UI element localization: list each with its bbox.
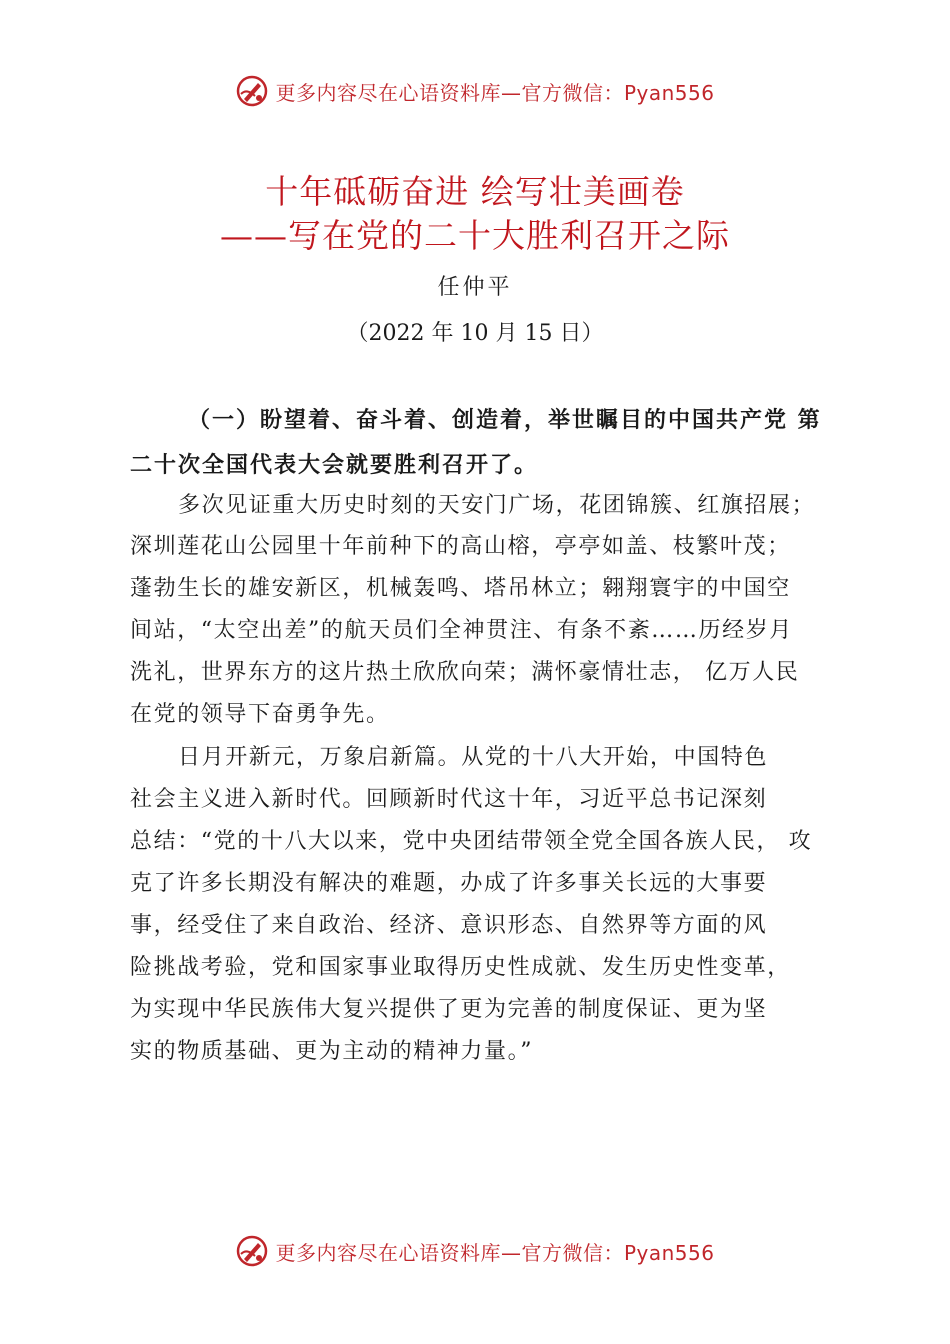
paragraph-line: 在党的领导下奋勇争先。 <box>130 702 390 727</box>
page-subtitle: ——写在党的二十大胜利召开之际 <box>220 216 730 255</box>
footer-banner-text: 更多内容尽在心语资料库—官方微信：Pyan556 <box>275 1240 715 1265</box>
paragraph-line: 社会主义进入新时代。回顾新时代这十年，习近平总书记深刻 <box>130 787 768 812</box>
paragraph-line: 间站，“太空出差”的航天员们全神贯注、有条不紊……历经岁月 <box>130 618 793 643</box>
header-banner-text: 更多内容尽在心语资料库—官方微信：Pyan556 <box>275 80 715 105</box>
section-heading-line: 二十次全国代表大会就要胜利召开了。 <box>130 453 539 478</box>
paragraph-line: 蓬勃生长的雄安新区，机械轰鸣、塔吊林立；翱翔寰宇的中国空 <box>130 576 791 601</box>
pen-seal-icon <box>235 74 269 108</box>
paragraph-line: 深圳莲花山公园里十年前种下的高山榕，亭亭如盖、枝繁叶茂； <box>130 534 791 559</box>
paragraph-line: 实的物质基础、更为主动的精神力量。” <box>130 1039 534 1064</box>
paragraph-line: 克了许多长期没有解决的难题，办成了许多事关长远的大事要 <box>130 871 768 896</box>
page-title: 十年砥砺奋进 绘写壮美画卷 <box>265 172 685 211</box>
paragraph-line: 事，经受住了来自政治、经济、意识形态、自然界等方面的风 <box>130 913 768 938</box>
paragraph-line: 总结：“党的十八大以来，党中央团结带领全党全国各族人民， 攻 <box>130 829 813 854</box>
section-heading-line: （一）盼望着、奋斗着、创造着，举世瞩目的中国共产党 第 <box>188 408 822 433</box>
header-banner <box>0 74 950 108</box>
paragraph-line: 日月开新元，万象启新篇。从党的十八大开始，中国特色 <box>178 745 769 770</box>
publish-date: （2022 年 10 月 15 日） <box>346 321 604 346</box>
title-block <box>0 170 950 258</box>
paragraph-line: 多次见证重大历史时刻的天安门广场，花团锦簇、红旗招展； <box>178 493 816 518</box>
paragraph-line: 险挑战考验，党和国家事业取得历史性成就、发生历史性变革， <box>130 955 791 980</box>
paragraph-line: 洗礼，世界东方的这片热土欣欣向荣；满怀豪情壮志， 亿万人民 <box>130 660 800 685</box>
author-name: 任仲平 <box>437 275 513 300</box>
pen-seal-icon <box>235 1234 269 1268</box>
paragraph-line: 为实现中华民族伟大复兴提供了更为完善的制度保证、更为坚 <box>130 997 768 1022</box>
footer-banner <box>0 1234 950 1268</box>
